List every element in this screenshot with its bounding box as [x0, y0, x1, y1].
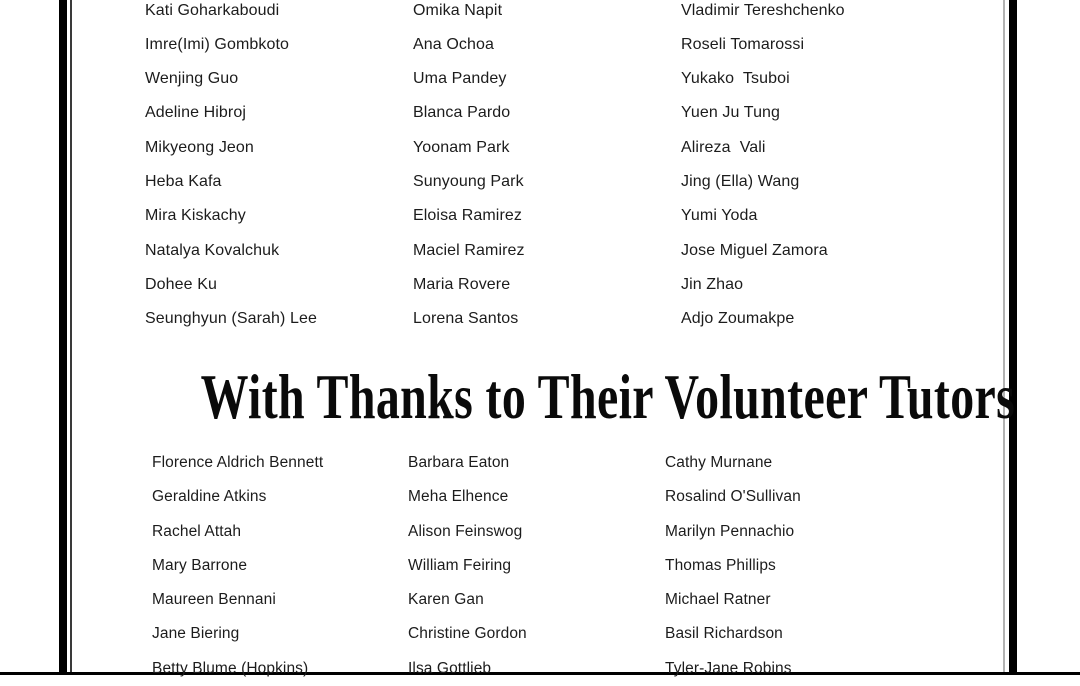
tutor-name: Tyler-Jane Robins	[665, 659, 792, 677]
student-name: Roseli Tomarossi	[681, 35, 805, 53]
student-name: Maciel Ramirez	[413, 241, 525, 259]
tutor-name: Maureen Bennani	[152, 591, 276, 609]
student-name: Ana Ochoa	[413, 35, 494, 53]
tutor-name: Florence Aldrich Bennett	[152, 453, 324, 471]
tutor-name: Ilsa Gottlieb	[408, 659, 492, 677]
student-name: Kati Goharkaboudi	[145, 1, 280, 19]
student-name: Jose Miguel Zamora	[681, 241, 828, 259]
tutor-name: Alison Feinswog	[408, 522, 523, 540]
student-name: Imre(Imi) Gombkoto	[145, 35, 290, 53]
student-name: Yumi Yoda	[681, 207, 758, 225]
tutor-name: Marilyn Pennachio	[665, 522, 795, 540]
student-name: Omika Napit	[413, 1, 503, 19]
section-heading-wrap	[72, 362, 1016, 432]
tutor-name: Michael Ratner	[665, 591, 771, 609]
student-name: Dohee Ku	[145, 275, 217, 293]
tutor-name: Mary Barrone	[152, 556, 248, 574]
student-name: Lorena Santos	[413, 310, 519, 328]
tutor-name: Cathy Murnane	[665, 453, 773, 471]
tutor-name: Jane Biering	[152, 625, 240, 643]
tutor-name: William Feiring	[408, 556, 512, 574]
student-name: Alireza Vali	[681, 138, 766, 156]
student-name: Wenjing Guo	[145, 70, 239, 88]
students-column-3	[681, 0, 1011, 336]
tutor-name: Thomas Phillips	[665, 556, 776, 574]
student-name: Jin Zhao	[681, 275, 744, 293]
student-name: Jing (Ella) Wang	[681, 173, 800, 191]
student-name: Eloisa Ramirez	[413, 207, 522, 225]
section-heading: With Thanks to Their Volunteer Tutors	[200, 362, 1016, 432]
tutor-name: Rachel Attah	[152, 522, 242, 540]
student-name: Yuen Ju Tung	[681, 104, 781, 122]
student-name: Sunyoung Park	[413, 173, 524, 191]
student-name: Yoonam Park	[413, 138, 510, 156]
student-name: Mira Kiskachy	[145, 207, 246, 225]
page-border-left-inner	[70, 0, 72, 675]
student-name: Vladimir Tereshchenko	[681, 1, 845, 19]
tutor-name: Rosalind O'Sullivan	[665, 488, 801, 506]
page-border-left-outer	[59, 0, 67, 675]
student-name: Blanca Pardo	[413, 104, 511, 122]
tutor-name: Barbara Eaton	[408, 453, 510, 471]
student-name: Seunghyun (Sarah) Lee	[145, 310, 317, 328]
student-name: Natalya Kovalchuk	[145, 241, 280, 259]
tutor-name: Meha Elhence	[408, 488, 509, 506]
tutor-name: Karen Gan	[408, 591, 484, 609]
student-name: Heba Kafa	[145, 173, 222, 191]
tutor-name: Basil Richardson	[665, 625, 783, 643]
student-name: Uma Pandey	[413, 70, 507, 88]
student-name: Yukako Tsuboi	[681, 70, 790, 88]
tutors-column-3	[665, 446, 995, 686]
student-name: Adeline Hibroj	[145, 104, 247, 122]
student-name: Adjo Zoumakpe	[681, 310, 795, 328]
tutor-name: Geraldine Atkins	[152, 488, 267, 506]
student-name: Mikyeong Jeon	[145, 138, 254, 156]
tutor-name: Betty Blume (Hopkins)	[152, 659, 309, 677]
tutor-name: Christine Gordon	[408, 625, 527, 643]
student-name: Maria Rovere	[413, 275, 511, 293]
